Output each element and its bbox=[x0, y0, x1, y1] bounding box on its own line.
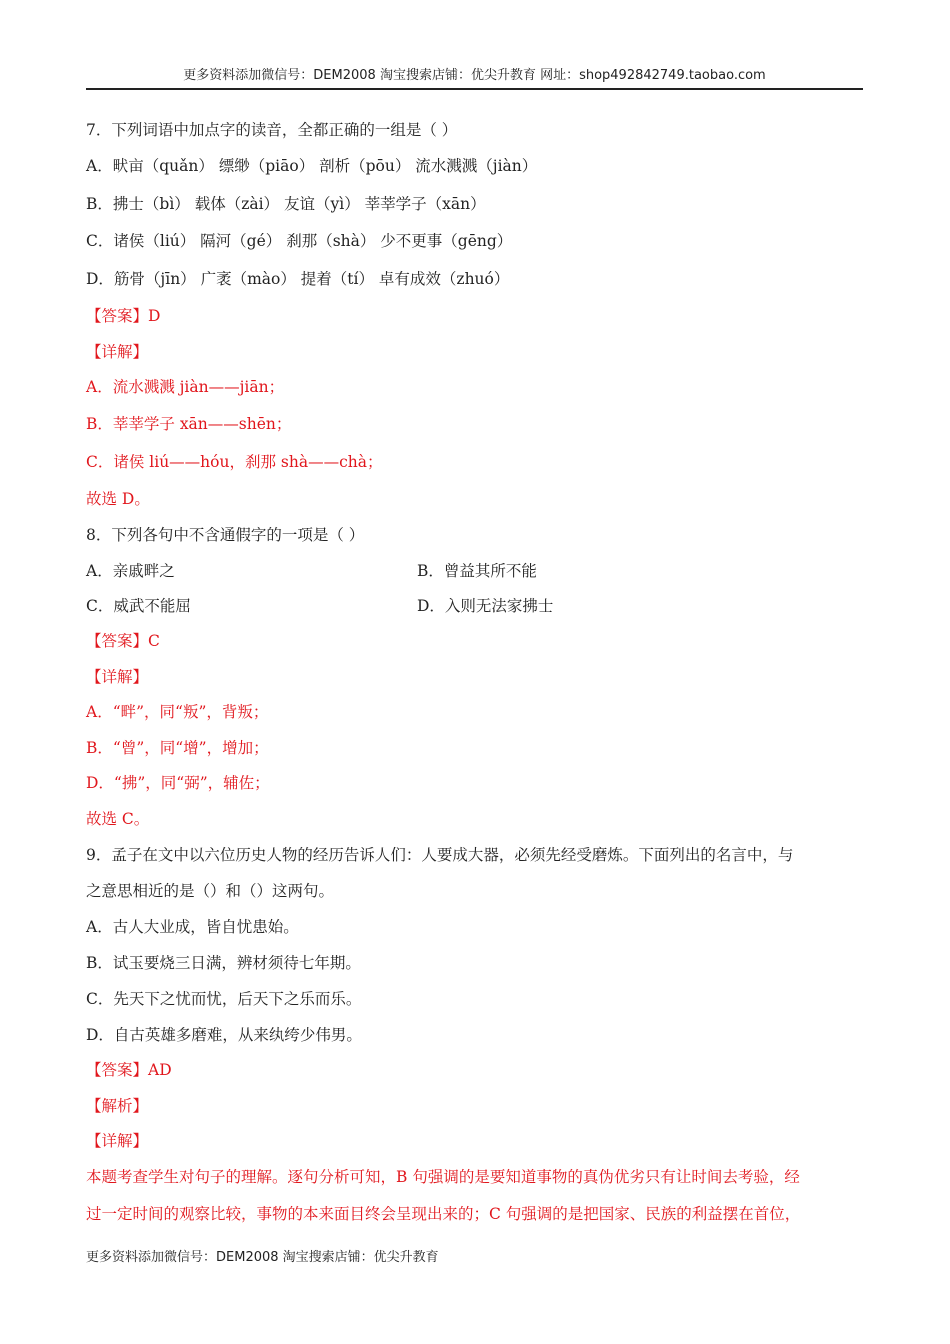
q8-explain-a: A．“畔”，同“叛”，背叛； bbox=[86, 703, 269, 721]
q9-detail-label: 【详解】 bbox=[86, 1132, 149, 1150]
page-footer: 更多资料添加微信号：DEM2008 淘宝搜索店铺：优尖升教育 bbox=[86, 1250, 439, 1265]
q9-stem-line1: 9．孟子在文中以六位历史人物的经历告诉人们：人要成大器，必须先经受磨炼。下面列出的名言中，与 bbox=[86, 846, 794, 864]
q9-stem-line2: 之意思相近的是（）和（）这两句。 bbox=[86, 882, 335, 900]
q9-option-a: A．古人大业成，皆自忧患始。 bbox=[86, 918, 299, 936]
q7-answer: 【答案】D bbox=[86, 307, 161, 325]
q7-explain-c: C．诸侯 liú——hóu，刹那 shà——chà； bbox=[86, 453, 383, 471]
q7-option-a: A．畎亩（quǎn） 缥缈（piāo） 剖析（pōu） 流水溅溅（jiàn） bbox=[86, 157, 538, 175]
q8-option-c: C．威武不能屈 bbox=[86, 597, 191, 615]
q7-detail-label: 【详解】 bbox=[86, 343, 149, 361]
q8-conclusion: 故选 C。 bbox=[86, 810, 150, 828]
q7-stem: 7．下列词语中加点字的读音，全都正确的一组是（ ） bbox=[86, 121, 458, 139]
q8-explain-d: D．“拂”，同“弼”，辅佐； bbox=[86, 774, 270, 792]
q7-conclusion: 故选 D。 bbox=[86, 490, 150, 508]
q8-answer: 【答案】C bbox=[86, 632, 160, 650]
q9-option-d: D．自古英雄多磨难，从来纨绔少伟男。 bbox=[86, 1026, 362, 1044]
page-header: 更多资料添加微信号：DEM2008 淘宝搜索店铺：优尖升教育 网址：shop492842749.taobao.com bbox=[86, 66, 863, 90]
q9-explain-line2: 过一定时间的观察比较，事物的本来面目终会呈现出来的；C 句强调的是把国家、民族的利益摆在首位， bbox=[86, 1205, 801, 1223]
q7-option-b: B．拂士（bì） 载体（zài） 友谊（yì） 莘莘学子（xān） bbox=[86, 195, 486, 213]
q7-option-d: D．筋骨（jīn） 广袤（mào） 提着（tí） 卓有成效（zhuó） bbox=[86, 270, 510, 288]
q9-analysis-label: 【解析】 bbox=[86, 1097, 149, 1115]
q9-option-c: C．先天下之忧而忧，后天下之乐而乐。 bbox=[86, 990, 362, 1008]
q9-answer: 【答案】AD bbox=[86, 1061, 172, 1079]
q7-option-c: C．诸侯（liú） 隔河（gé） 刹那（shà） 少不更事（gēng） bbox=[86, 232, 513, 250]
q7-explain-a: A．流水溅溅 jiàn——jiān； bbox=[86, 378, 285, 396]
q8-explain-b: B．“曾”，同“增”，增加； bbox=[86, 739, 269, 757]
q8-option-b: B．曾益其所不能 bbox=[417, 562, 537, 580]
q8-option-a: A．亲戚畔之 bbox=[86, 562, 175, 580]
q8-option-d: D．入则无法家拂士 bbox=[417, 597, 554, 615]
q7-explain-b: B．莘莘学子 xān——shēn； bbox=[86, 415, 292, 433]
q8-stem: 8．下列各句中不含通假字的一项是（ ） bbox=[86, 526, 365, 544]
q9-option-b: B．试玉要烧三日满，辨材须待七年期。 bbox=[86, 954, 361, 972]
q8-detail-label: 【详解】 bbox=[86, 668, 149, 686]
q9-explain-line1: 本题考查学生对句子的理解。逐句分析可知，B 句强调的是要知道事物的真伪优劣只有让时间去考验，经 bbox=[86, 1168, 800, 1186]
